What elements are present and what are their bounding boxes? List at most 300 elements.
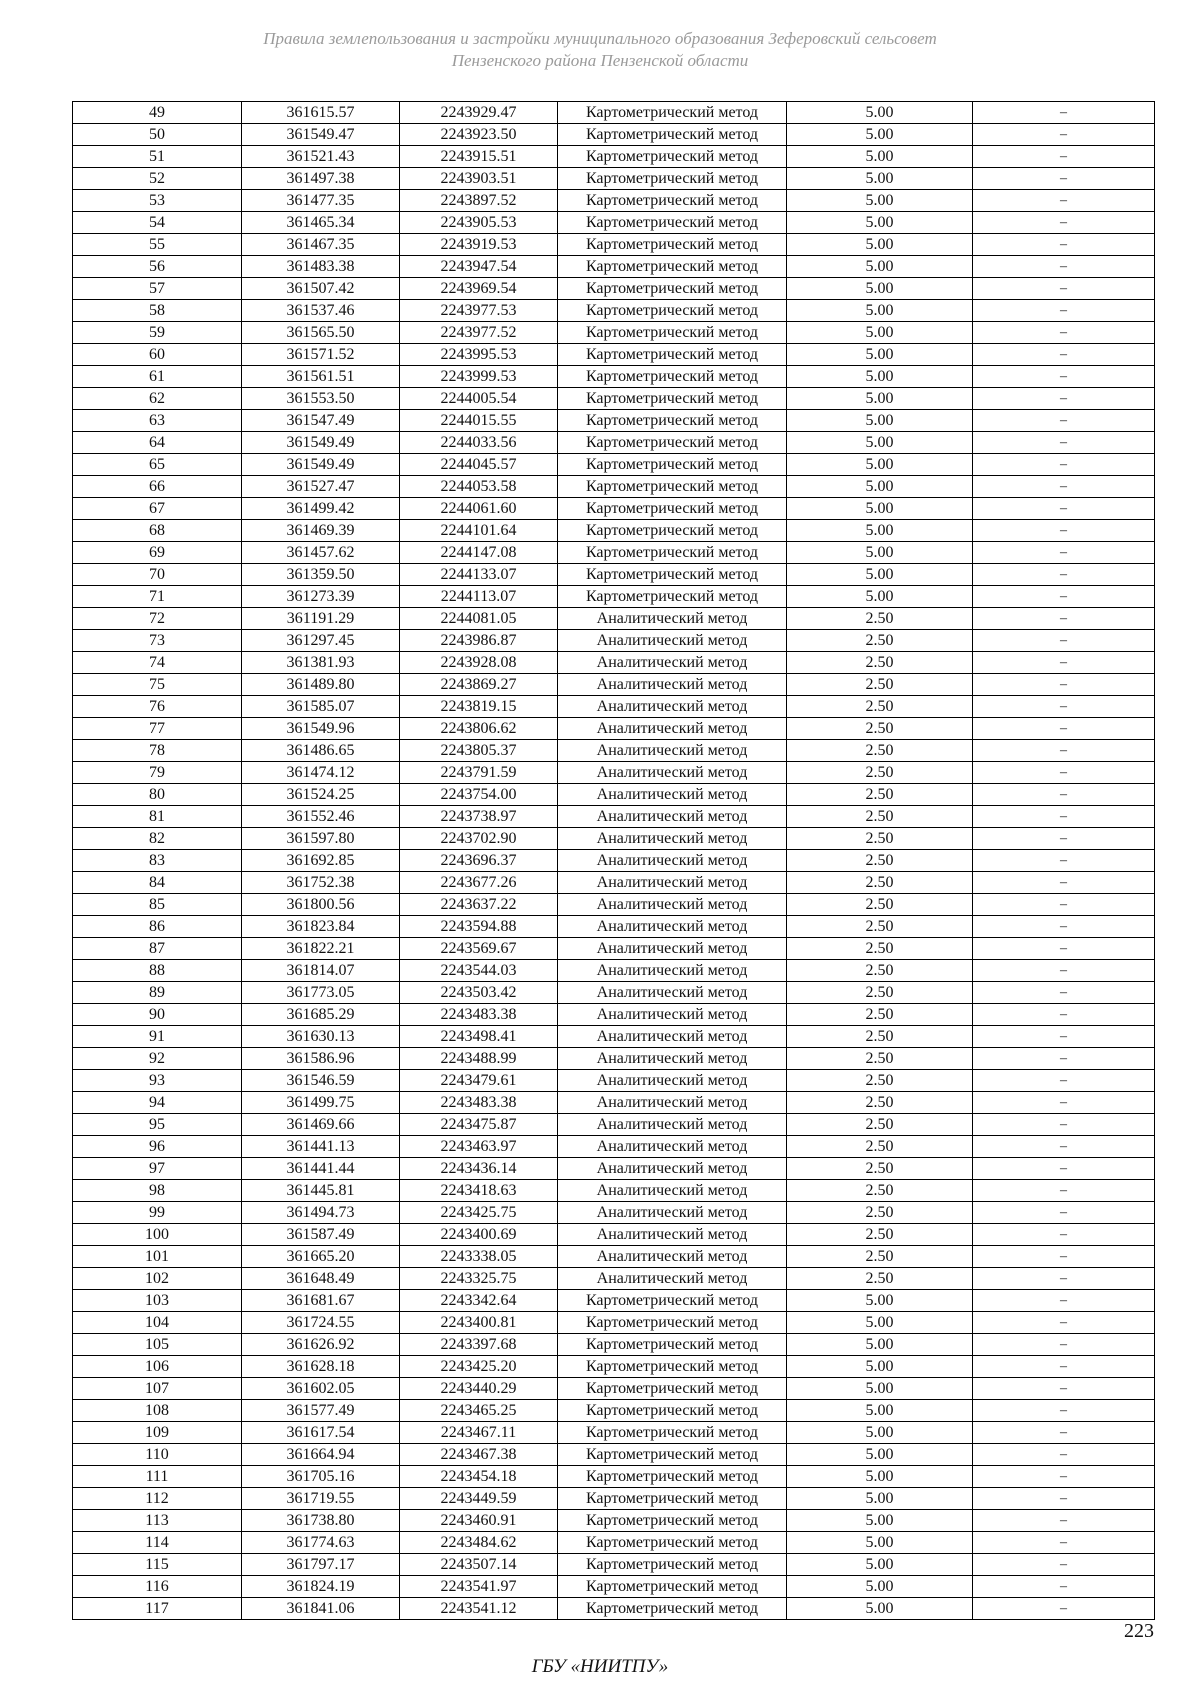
table-row xyxy=(73,1224,1155,1246)
method-cell: Картометрический метод xyxy=(558,1378,787,1400)
accuracy-cell: 2.50 xyxy=(787,1114,973,1136)
note-cell: – xyxy=(973,762,1155,784)
x-coordinate-cell: 361561.51 xyxy=(242,366,400,388)
y-coordinate-cell: 2243454.18 xyxy=(400,1466,558,1488)
table-row xyxy=(73,1290,1155,1312)
method-cell: Аналитический метод xyxy=(558,1158,787,1180)
x-coordinate-cell: 361565.50 xyxy=(242,322,400,344)
method-cell: Картометрический метод xyxy=(558,432,787,454)
y-coordinate-cell: 2244061.60 xyxy=(400,498,558,520)
table-row xyxy=(73,300,1155,322)
x-coordinate-cell: 361524.25 xyxy=(242,784,400,806)
point-number-cell: 111 xyxy=(73,1466,242,1488)
method-cell: Аналитический метод xyxy=(558,806,787,828)
note-cell: – xyxy=(973,696,1155,718)
method-cell: Аналитический метод xyxy=(558,1202,787,1224)
note-cell: – xyxy=(973,938,1155,960)
point-number-cell: 81 xyxy=(73,806,242,828)
coordinates-table xyxy=(72,101,1155,1620)
x-coordinate-cell: 361497.38 xyxy=(242,168,400,190)
point-number-cell: 59 xyxy=(73,322,242,344)
y-coordinate-cell: 2243919.53 xyxy=(400,234,558,256)
x-coordinate-cell: 361626.92 xyxy=(242,1334,400,1356)
table-row xyxy=(73,872,1155,894)
accuracy-cell: 2.50 xyxy=(787,1202,973,1224)
x-coordinate-cell: 361547.49 xyxy=(242,410,400,432)
x-coordinate-cell: 361546.59 xyxy=(242,1070,400,1092)
table-row xyxy=(73,938,1155,960)
accuracy-cell: 5.00 xyxy=(787,1378,973,1400)
y-coordinate-cell: 2243677.26 xyxy=(400,872,558,894)
x-coordinate-cell: 361773.05 xyxy=(242,982,400,1004)
x-coordinate-cell: 361457.62 xyxy=(242,542,400,564)
y-coordinate-cell: 2243325.75 xyxy=(400,1268,558,1290)
point-number-cell: 60 xyxy=(73,344,242,366)
y-coordinate-cell: 2243969.54 xyxy=(400,278,558,300)
point-number-cell: 107 xyxy=(73,1378,242,1400)
accuracy-cell: 2.50 xyxy=(787,872,973,894)
table-row xyxy=(73,1488,1155,1510)
note-cell: – xyxy=(973,1356,1155,1378)
note-cell: – xyxy=(973,1246,1155,1268)
y-coordinate-cell: 2244133.07 xyxy=(400,564,558,586)
note-cell: – xyxy=(973,1202,1155,1224)
note-cell: – xyxy=(973,520,1155,542)
x-coordinate-cell: 361774.63 xyxy=(242,1532,400,1554)
accuracy-cell: 5.00 xyxy=(787,1466,973,1488)
accuracy-cell: 2.50 xyxy=(787,740,973,762)
method-cell: Аналитический метод xyxy=(558,850,787,872)
accuracy-cell: 2.50 xyxy=(787,960,973,982)
method-cell: Аналитический метод xyxy=(558,718,787,740)
accuracy-cell: 2.50 xyxy=(787,1136,973,1158)
method-cell: Картометрический метод xyxy=(558,256,787,278)
table-row xyxy=(73,806,1155,828)
point-number-cell: 105 xyxy=(73,1334,242,1356)
point-number-cell: 102 xyxy=(73,1268,242,1290)
point-number-cell: 58 xyxy=(73,300,242,322)
note-cell: – xyxy=(973,1092,1155,1114)
x-coordinate-cell: 361597.80 xyxy=(242,828,400,850)
note-cell: – xyxy=(973,168,1155,190)
note-cell: – xyxy=(973,608,1155,630)
x-coordinate-cell: 361494.73 xyxy=(242,1202,400,1224)
x-coordinate-cell: 361571.52 xyxy=(242,344,400,366)
y-coordinate-cell: 2243483.38 xyxy=(400,1004,558,1026)
y-coordinate-cell: 2244015.55 xyxy=(400,410,558,432)
method-cell: Картометрический метод xyxy=(558,454,787,476)
method-cell: Картометрический метод xyxy=(558,1334,787,1356)
note-cell: – xyxy=(973,300,1155,322)
x-coordinate-cell: 361467.35 xyxy=(242,234,400,256)
x-coordinate-cell: 361521.43 xyxy=(242,146,400,168)
accuracy-cell: 5.00 xyxy=(787,586,973,608)
method-cell: Аналитический метод xyxy=(558,1136,787,1158)
x-coordinate-cell: 361797.17 xyxy=(242,1554,400,1576)
note-cell: – xyxy=(973,234,1155,256)
point-number-cell: 117 xyxy=(73,1598,242,1620)
accuracy-cell: 2.50 xyxy=(787,982,973,1004)
y-coordinate-cell: 2243977.53 xyxy=(400,300,558,322)
x-coordinate-cell: 361273.39 xyxy=(242,586,400,608)
y-coordinate-cell: 2243503.42 xyxy=(400,982,558,1004)
accuracy-cell: 2.50 xyxy=(787,806,973,828)
method-cell: Картометрический метод xyxy=(558,234,787,256)
point-number-cell: 101 xyxy=(73,1246,242,1268)
method-cell: Картометрический метод xyxy=(558,124,787,146)
table-row xyxy=(73,366,1155,388)
table-row xyxy=(73,1356,1155,1378)
y-coordinate-cell: 2243440.29 xyxy=(400,1378,558,1400)
point-number-cell: 76 xyxy=(73,696,242,718)
y-coordinate-cell: 2243484.62 xyxy=(400,1532,558,1554)
method-cell: Аналитический метод xyxy=(558,1004,787,1026)
accuracy-cell: 5.00 xyxy=(787,432,973,454)
x-coordinate-cell: 361499.75 xyxy=(242,1092,400,1114)
method-cell: Картометрический метод xyxy=(558,1356,787,1378)
note-cell: – xyxy=(973,1290,1155,1312)
note-cell: – xyxy=(973,1136,1155,1158)
table-row xyxy=(73,1378,1155,1400)
method-cell: Аналитический метод xyxy=(558,1048,787,1070)
x-coordinate-cell: 361719.55 xyxy=(242,1488,400,1510)
y-coordinate-cell: 2243400.81 xyxy=(400,1312,558,1334)
note-cell: – xyxy=(973,1422,1155,1444)
table-row xyxy=(73,1334,1155,1356)
table-row xyxy=(73,388,1155,410)
accuracy-cell: 2.50 xyxy=(787,1180,973,1202)
point-number-cell: 62 xyxy=(73,388,242,410)
method-cell: Картометрический метод xyxy=(558,520,787,542)
y-coordinate-cell: 2243479.61 xyxy=(400,1070,558,1092)
note-cell: – xyxy=(973,1158,1155,1180)
table-row xyxy=(73,1576,1155,1598)
note-cell: – xyxy=(973,674,1155,696)
note-cell: – xyxy=(973,916,1155,938)
accuracy-cell: 2.50 xyxy=(787,696,973,718)
table-row xyxy=(73,322,1155,344)
table-row xyxy=(73,146,1155,168)
method-cell: Картометрический метод xyxy=(558,322,787,344)
y-coordinate-cell: 2244053.58 xyxy=(400,476,558,498)
accuracy-cell: 5.00 xyxy=(787,388,973,410)
method-cell: Аналитический метод xyxy=(558,894,787,916)
y-coordinate-cell: 2243819.15 xyxy=(400,696,558,718)
note-cell: – xyxy=(973,1400,1155,1422)
note-cell: – xyxy=(973,388,1155,410)
point-number-cell: 82 xyxy=(73,828,242,850)
table-row xyxy=(73,1202,1155,1224)
x-coordinate-cell: 361359.50 xyxy=(242,564,400,586)
point-number-cell: 116 xyxy=(73,1576,242,1598)
accuracy-cell: 5.00 xyxy=(787,520,973,542)
note-cell: – xyxy=(973,652,1155,674)
y-coordinate-cell: 2243702.90 xyxy=(400,828,558,850)
accuracy-cell: 5.00 xyxy=(787,1356,973,1378)
point-number-cell: 88 xyxy=(73,960,242,982)
method-cell: Аналитический метод xyxy=(558,674,787,696)
table-row xyxy=(73,960,1155,982)
method-cell: Картометрический метод xyxy=(558,212,787,234)
table-row xyxy=(73,410,1155,432)
table-row xyxy=(73,1510,1155,1532)
note-cell: – xyxy=(973,1532,1155,1554)
x-coordinate-cell: 361705.16 xyxy=(242,1466,400,1488)
point-number-cell: 64 xyxy=(73,432,242,454)
method-cell: Картометрический метод xyxy=(558,1444,787,1466)
accuracy-cell: 5.00 xyxy=(787,300,973,322)
method-cell: Аналитический метод xyxy=(558,872,787,894)
table-row xyxy=(73,608,1155,630)
method-cell: Картометрический метод xyxy=(558,1488,787,1510)
note-cell: – xyxy=(973,1180,1155,1202)
method-cell: Аналитический метод xyxy=(558,1114,787,1136)
accuracy-cell: 5.00 xyxy=(787,1312,973,1334)
table-row xyxy=(73,982,1155,1004)
method-cell: Аналитический метод xyxy=(558,630,787,652)
method-cell: Картометрический метод xyxy=(558,102,787,124)
point-number-cell: 87 xyxy=(73,938,242,960)
note-cell: – xyxy=(973,1070,1155,1092)
x-coordinate-cell: 361822.21 xyxy=(242,938,400,960)
table-row xyxy=(73,1136,1155,1158)
table-row xyxy=(73,476,1155,498)
method-cell: Аналитический метод xyxy=(558,1092,787,1114)
x-coordinate-cell: 361297.45 xyxy=(242,630,400,652)
accuracy-cell: 2.50 xyxy=(787,1004,973,1026)
table-row xyxy=(73,1048,1155,1070)
point-number-cell: 92 xyxy=(73,1048,242,1070)
y-coordinate-cell: 2243467.11 xyxy=(400,1422,558,1444)
x-coordinate-cell: 361549.49 xyxy=(242,432,400,454)
table-row xyxy=(73,1422,1155,1444)
page-number: 223 xyxy=(1124,1620,1154,1642)
note-cell: – xyxy=(973,1048,1155,1070)
point-number-cell: 66 xyxy=(73,476,242,498)
method-cell: Аналитический метод xyxy=(558,1268,787,1290)
point-number-cell: 65 xyxy=(73,454,242,476)
x-coordinate-cell: 361552.46 xyxy=(242,806,400,828)
table-row xyxy=(73,564,1155,586)
table-row xyxy=(73,344,1155,366)
accuracy-cell: 2.50 xyxy=(787,652,973,674)
point-number-cell: 54 xyxy=(73,212,242,234)
note-cell: – xyxy=(973,1378,1155,1400)
y-coordinate-cell: 2243544.03 xyxy=(400,960,558,982)
accuracy-cell: 2.50 xyxy=(787,608,973,630)
header-line-1: Правила землепользования и застройки муниципального образования Зеферовский сельсовет xyxy=(263,29,937,48)
accuracy-cell: 5.00 xyxy=(787,476,973,498)
note-cell: – xyxy=(973,498,1155,520)
point-number-cell: 100 xyxy=(73,1224,242,1246)
accuracy-cell: 5.00 xyxy=(787,146,973,168)
method-cell: Картометрический метод xyxy=(558,1510,787,1532)
table-row xyxy=(73,1554,1155,1576)
note-cell: – xyxy=(973,564,1155,586)
table-row xyxy=(73,784,1155,806)
note-cell: – xyxy=(973,586,1155,608)
method-cell: Аналитический метод xyxy=(558,1070,787,1092)
note-cell: – xyxy=(973,146,1155,168)
table-row xyxy=(73,1466,1155,1488)
accuracy-cell: 2.50 xyxy=(787,850,973,872)
header-line-2: Пензенского района Пензенской области xyxy=(451,51,749,70)
x-coordinate-cell: 361824.19 xyxy=(242,1576,400,1598)
table-row xyxy=(73,190,1155,212)
accuracy-cell: 5.00 xyxy=(787,1510,973,1532)
x-coordinate-cell: 361585.07 xyxy=(242,696,400,718)
y-coordinate-cell: 2244081.05 xyxy=(400,608,558,630)
point-number-cell: 67 xyxy=(73,498,242,520)
accuracy-cell: 5.00 xyxy=(787,1488,973,1510)
method-cell: Картометрический метод xyxy=(558,388,787,410)
method-cell: Картометрический метод xyxy=(558,1290,787,1312)
point-number-cell: 103 xyxy=(73,1290,242,1312)
y-coordinate-cell: 2243498.41 xyxy=(400,1026,558,1048)
table-row xyxy=(73,454,1155,476)
table-row xyxy=(73,124,1155,146)
method-cell: Картометрический метод xyxy=(558,586,787,608)
table-row xyxy=(73,1268,1155,1290)
point-number-cell: 93 xyxy=(73,1070,242,1092)
y-coordinate-cell: 2243928.08 xyxy=(400,652,558,674)
accuracy-cell: 5.00 xyxy=(787,1532,973,1554)
y-coordinate-cell: 2244101.64 xyxy=(400,520,558,542)
y-coordinate-cell: 2243696.37 xyxy=(400,850,558,872)
point-number-cell: 51 xyxy=(73,146,242,168)
note-cell: – xyxy=(973,1026,1155,1048)
accuracy-cell: 2.50 xyxy=(787,784,973,806)
x-coordinate-cell: 361724.55 xyxy=(242,1312,400,1334)
x-coordinate-cell: 361445.81 xyxy=(242,1180,400,1202)
table-row xyxy=(73,1312,1155,1334)
note-cell: – xyxy=(973,1554,1155,1576)
method-cell: Картометрический метод xyxy=(558,168,787,190)
y-coordinate-cell: 2243637.22 xyxy=(400,894,558,916)
y-coordinate-cell: 2243460.91 xyxy=(400,1510,558,1532)
table-row xyxy=(73,828,1155,850)
accuracy-cell: 2.50 xyxy=(787,828,973,850)
note-cell: – xyxy=(973,740,1155,762)
y-coordinate-cell: 2243425.75 xyxy=(400,1202,558,1224)
method-cell: Аналитический метод xyxy=(558,828,787,850)
x-coordinate-cell: 361537.46 xyxy=(242,300,400,322)
x-coordinate-cell: 361474.12 xyxy=(242,762,400,784)
table-row xyxy=(73,630,1155,652)
point-number-cell: 98 xyxy=(73,1180,242,1202)
y-coordinate-cell: 2243436.14 xyxy=(400,1158,558,1180)
table-row xyxy=(73,520,1155,542)
x-coordinate-cell: 361685.29 xyxy=(242,1004,400,1026)
point-number-cell: 84 xyxy=(73,872,242,894)
note-cell: – xyxy=(973,1114,1155,1136)
y-coordinate-cell: 2243869.27 xyxy=(400,674,558,696)
x-coordinate-cell: 361823.84 xyxy=(242,916,400,938)
y-coordinate-cell: 2243791.59 xyxy=(400,762,558,784)
note-cell: – xyxy=(973,630,1155,652)
point-number-cell: 78 xyxy=(73,740,242,762)
y-coordinate-cell: 2243905.53 xyxy=(400,212,558,234)
y-coordinate-cell: 2243463.97 xyxy=(400,1136,558,1158)
accuracy-cell: 5.00 xyxy=(787,410,973,432)
method-cell: Картометрический метод xyxy=(558,190,787,212)
note-cell: – xyxy=(973,894,1155,916)
y-coordinate-cell: 2243805.37 xyxy=(400,740,558,762)
note-cell: – xyxy=(973,432,1155,454)
accuracy-cell: 5.00 xyxy=(787,366,973,388)
accuracy-cell: 5.00 xyxy=(787,1444,973,1466)
x-coordinate-cell: 361752.38 xyxy=(242,872,400,894)
table-row xyxy=(73,1598,1155,1620)
point-number-cell: 114 xyxy=(73,1532,242,1554)
x-coordinate-cell: 361681.67 xyxy=(242,1290,400,1312)
x-coordinate-cell: 361191.29 xyxy=(242,608,400,630)
note-cell: – xyxy=(973,454,1155,476)
note-cell: – xyxy=(973,872,1155,894)
accuracy-cell: 5.00 xyxy=(787,322,973,344)
accuracy-cell: 5.00 xyxy=(787,1334,973,1356)
y-coordinate-cell: 2243929.47 xyxy=(400,102,558,124)
point-number-cell: 75 xyxy=(73,674,242,696)
accuracy-cell: 5.00 xyxy=(787,1400,973,1422)
point-number-cell: 69 xyxy=(73,542,242,564)
point-number-cell: 55 xyxy=(73,234,242,256)
x-coordinate-cell: 361800.56 xyxy=(242,894,400,916)
y-coordinate-cell: 2243754.00 xyxy=(400,784,558,806)
x-coordinate-cell: 361477.35 xyxy=(242,190,400,212)
y-coordinate-cell: 2243425.20 xyxy=(400,1356,558,1378)
method-cell: Картометрический метод xyxy=(558,366,787,388)
note-cell: – xyxy=(973,1004,1155,1026)
x-coordinate-cell: 361507.42 xyxy=(242,278,400,300)
method-cell: Картометрический метод xyxy=(558,564,787,586)
x-coordinate-cell: 361465.34 xyxy=(242,212,400,234)
point-number-cell: 96 xyxy=(73,1136,242,1158)
point-number-cell: 68 xyxy=(73,520,242,542)
accuracy-cell: 2.50 xyxy=(787,894,973,916)
table-row xyxy=(73,696,1155,718)
y-coordinate-cell: 2243338.05 xyxy=(400,1246,558,1268)
y-coordinate-cell: 2244005.54 xyxy=(400,388,558,410)
note-cell: – xyxy=(973,1466,1155,1488)
accuracy-cell: 2.50 xyxy=(787,630,973,652)
note-cell: – xyxy=(973,1510,1155,1532)
y-coordinate-cell: 2243342.64 xyxy=(400,1290,558,1312)
note-cell: – xyxy=(973,850,1155,872)
note-cell: – xyxy=(973,410,1155,432)
accuracy-cell: 5.00 xyxy=(787,124,973,146)
table-row xyxy=(73,740,1155,762)
note-cell: – xyxy=(973,366,1155,388)
x-coordinate-cell: 361648.49 xyxy=(242,1268,400,1290)
point-number-cell: 91 xyxy=(73,1026,242,1048)
accuracy-cell: 5.00 xyxy=(787,278,973,300)
table-row xyxy=(73,1158,1155,1180)
y-coordinate-cell: 2244033.56 xyxy=(400,432,558,454)
point-number-cell: 57 xyxy=(73,278,242,300)
point-number-cell: 74 xyxy=(73,652,242,674)
note-cell: – xyxy=(973,1576,1155,1598)
y-coordinate-cell: 2243923.50 xyxy=(400,124,558,146)
method-cell: Картометрический метод xyxy=(558,1554,787,1576)
x-coordinate-cell: 361486.65 xyxy=(242,740,400,762)
x-coordinate-cell: 361664.94 xyxy=(242,1444,400,1466)
note-cell: – xyxy=(973,1444,1155,1466)
method-cell: Аналитический метод xyxy=(558,916,787,938)
method-cell: Аналитический метод xyxy=(558,960,787,982)
accuracy-cell: 5.00 xyxy=(787,234,973,256)
table-row xyxy=(73,542,1155,564)
